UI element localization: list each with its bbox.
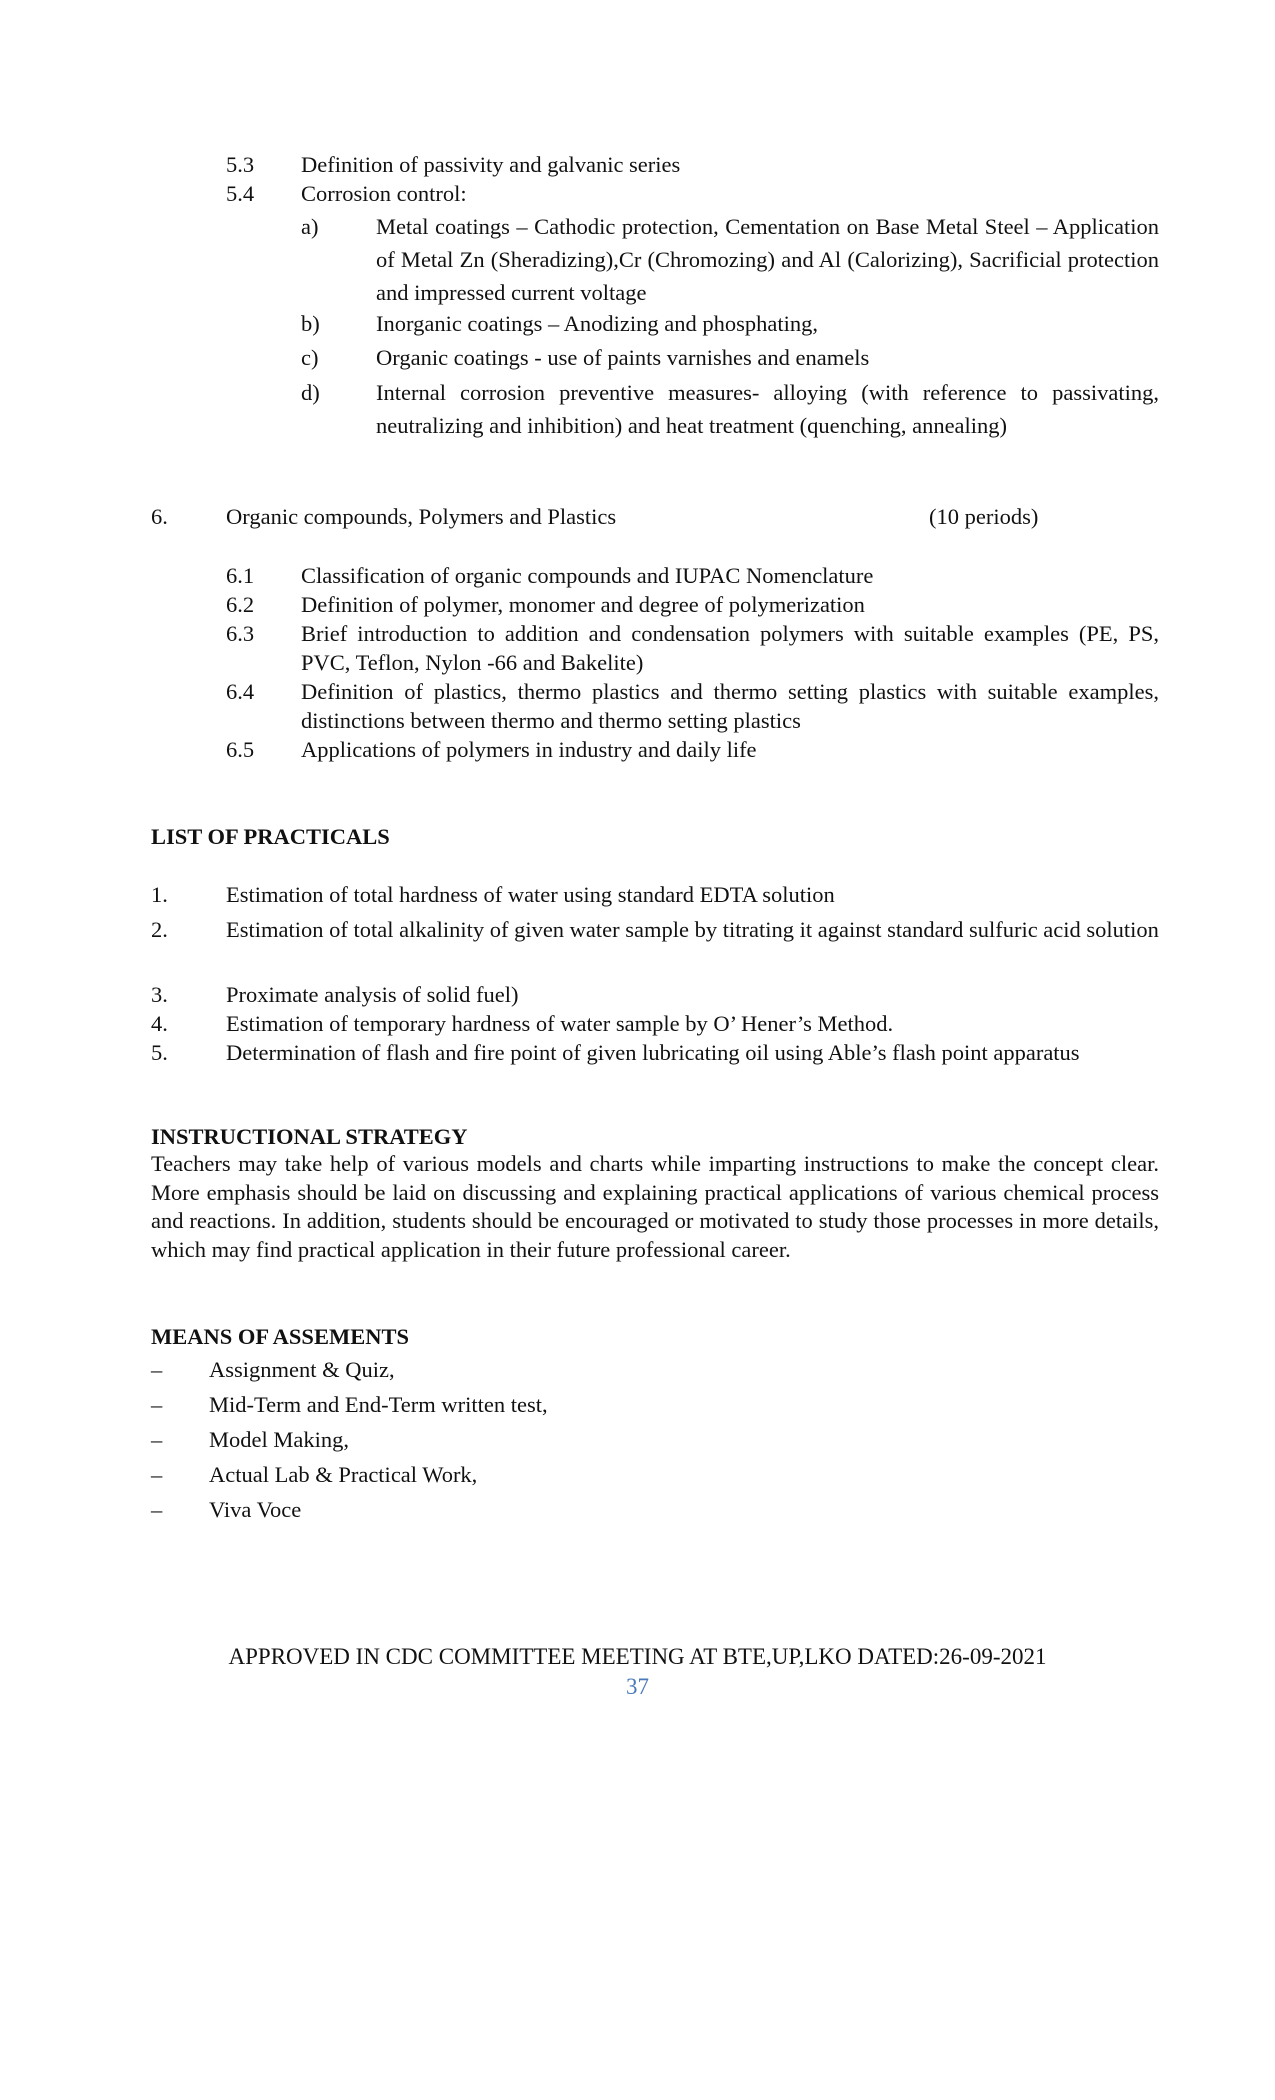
topic-text: Corrosion control:: [301, 181, 467, 206]
item-letter: d): [301, 380, 320, 405]
practical-number: 3.: [151, 982, 168, 1007]
practical-item-1: [151, 880, 1159, 909]
corrosion-item-a: [301, 210, 1159, 309]
assessment-item: [151, 1355, 1159, 1384]
dash-bullet: –: [151, 1392, 163, 1417]
page-number: 37: [626, 1674, 649, 1699]
practicals-heading: LIST OF PRACTICALS: [151, 824, 390, 849]
topic-text: Definition of plastics, thermo plastics and thermo setting plastics with suitable examples, distinctions between thermo and thermo setting plastics: [301, 679, 1159, 733]
item-letter: a): [301, 214, 319, 239]
item-text: Inorganic coatings – Anodizing and phosphating,: [376, 311, 819, 336]
unit-title: Organic compounds, Polymers and Plastics: [226, 504, 617, 529]
unit-periods: (10 periods): [929, 504, 1039, 529]
topic-number: 5.4: [226, 181, 255, 206]
topic-text: Definition of polymer, monomer and degree of polymerization: [301, 592, 865, 617]
topic-number: 6.3: [226, 621, 255, 646]
assessment-item: [151, 1390, 1159, 1419]
strategy-heading: INSTRUCTIONAL STRATEGY: [151, 1124, 468, 1149]
topic-text: Brief introduction to addition and condensation polymers with suitable examples (PE, PS, PVC, Teflon, Nylon -66 and Bakelite): [301, 621, 1159, 675]
practical-text: Estimation of total alkalinity of given water sample by titrating it against standard sulfuric acid solution: [226, 917, 1159, 942]
topic-6-1: [226, 561, 1159, 590]
assessment-item: [151, 1460, 1159, 1489]
practical-text: Determination of flash and fire point of given lubricating oil using Able’s flash point apparatus: [226, 1040, 1080, 1065]
topic-text: Definition of passivity and galvanic series: [301, 152, 681, 177]
item-text: Internal corrosion preventive measures- alloying (with reference to passivating, neutralizing and inhibition) and heat treatment (quenching, annealing): [376, 380, 1159, 438]
dash-bullet: –: [151, 1462, 163, 1487]
topic-text: Applications of polymers in industry and daily life: [301, 737, 757, 762]
dash-bullet: –: [151, 1357, 163, 1382]
practical-text: Proximate analysis of solid fuel): [226, 982, 519, 1007]
practical-text: Estimation of total hardness of water using standard EDTA solution: [226, 882, 835, 907]
assessment-text: Mid-Term and End-Term written test,: [209, 1392, 548, 1417]
topic-6-2: [226, 590, 1159, 619]
practical-number: 4.: [151, 1011, 168, 1036]
practical-item-2: [151, 913, 1159, 946]
strategy-paragraph: Teachers may take help of various models and charts while imparting instructions to make the concept clear. More emphasis should be laid on discussing and explaining practical applications of various chemical process and reactions. In addition, students should be encouraged or motivated to study those processes in more details, which may find practical application in their future professional career.: [151, 1151, 1159, 1262]
practical-number: 2.: [151, 917, 168, 942]
topic-number: 6.4: [226, 679, 255, 704]
assessment-text: Assignment & Quiz,: [209, 1357, 395, 1382]
topic-6-4: [226, 677, 1159, 735]
topic-6-3: [226, 619, 1159, 677]
approval-footer: APPROVED IN CDC COMMITTEE MEETING AT BTE,UP,LKO DATED:26-09-2021: [228, 1644, 1047, 1669]
topic-6-5: [226, 735, 1159, 764]
corrosion-item-b: [301, 309, 1159, 338]
assessment-item: [151, 1495, 1159, 1524]
dash-bullet: –: [151, 1497, 163, 1522]
assessment-text: Model Making,: [209, 1427, 349, 1452]
corrosion-item-d: [301, 376, 1159, 442]
unit-number: 6.: [151, 504, 168, 529]
dash-bullet: –: [151, 1427, 163, 1452]
assessment-item: [151, 1425, 1159, 1454]
practical-number: 1.: [151, 882, 168, 907]
topic-text: Classification of organic compounds and IUPAC Nomenclature: [301, 563, 874, 588]
item-letter: c): [301, 345, 319, 370]
item-text: Organic coatings - use of paints varnishes and enamels: [376, 345, 870, 370]
item-letter: b): [301, 311, 320, 336]
topic-number: 6.1: [226, 563, 255, 588]
practical-number: 5.: [151, 1040, 168, 1065]
practical-item-3: [151, 980, 1159, 1009]
practical-item-4: [151, 1009, 1159, 1038]
topic-5-4: [226, 179, 1159, 208]
assessment-heading: MEANS OF ASSEMENTS: [151, 1324, 409, 1349]
practical-text: Estimation of temporary hardness of water sample by O’ Hener’s Method.: [226, 1011, 894, 1036]
corrosion-item-c: [301, 343, 1159, 372]
assessment-text: Actual Lab & Practical Work,: [209, 1462, 478, 1487]
topic-number: 5.3: [226, 152, 255, 177]
topic-5-3: [226, 150, 1159, 179]
topic-number: 6.5: [226, 737, 255, 762]
practical-item-5: [151, 1038, 1159, 1067]
topic-number: 6.2: [226, 592, 255, 617]
assessment-text: Viva Voce: [209, 1497, 302, 1522]
item-text: Metal coatings – Cathodic protection, Cementation on Base Metal Steel – Application of Metal Zn (Sheradizing),Cr (Chromozing) and Al (Calorizing), Sacrificial protection and impressed current voltage: [376, 214, 1159, 305]
